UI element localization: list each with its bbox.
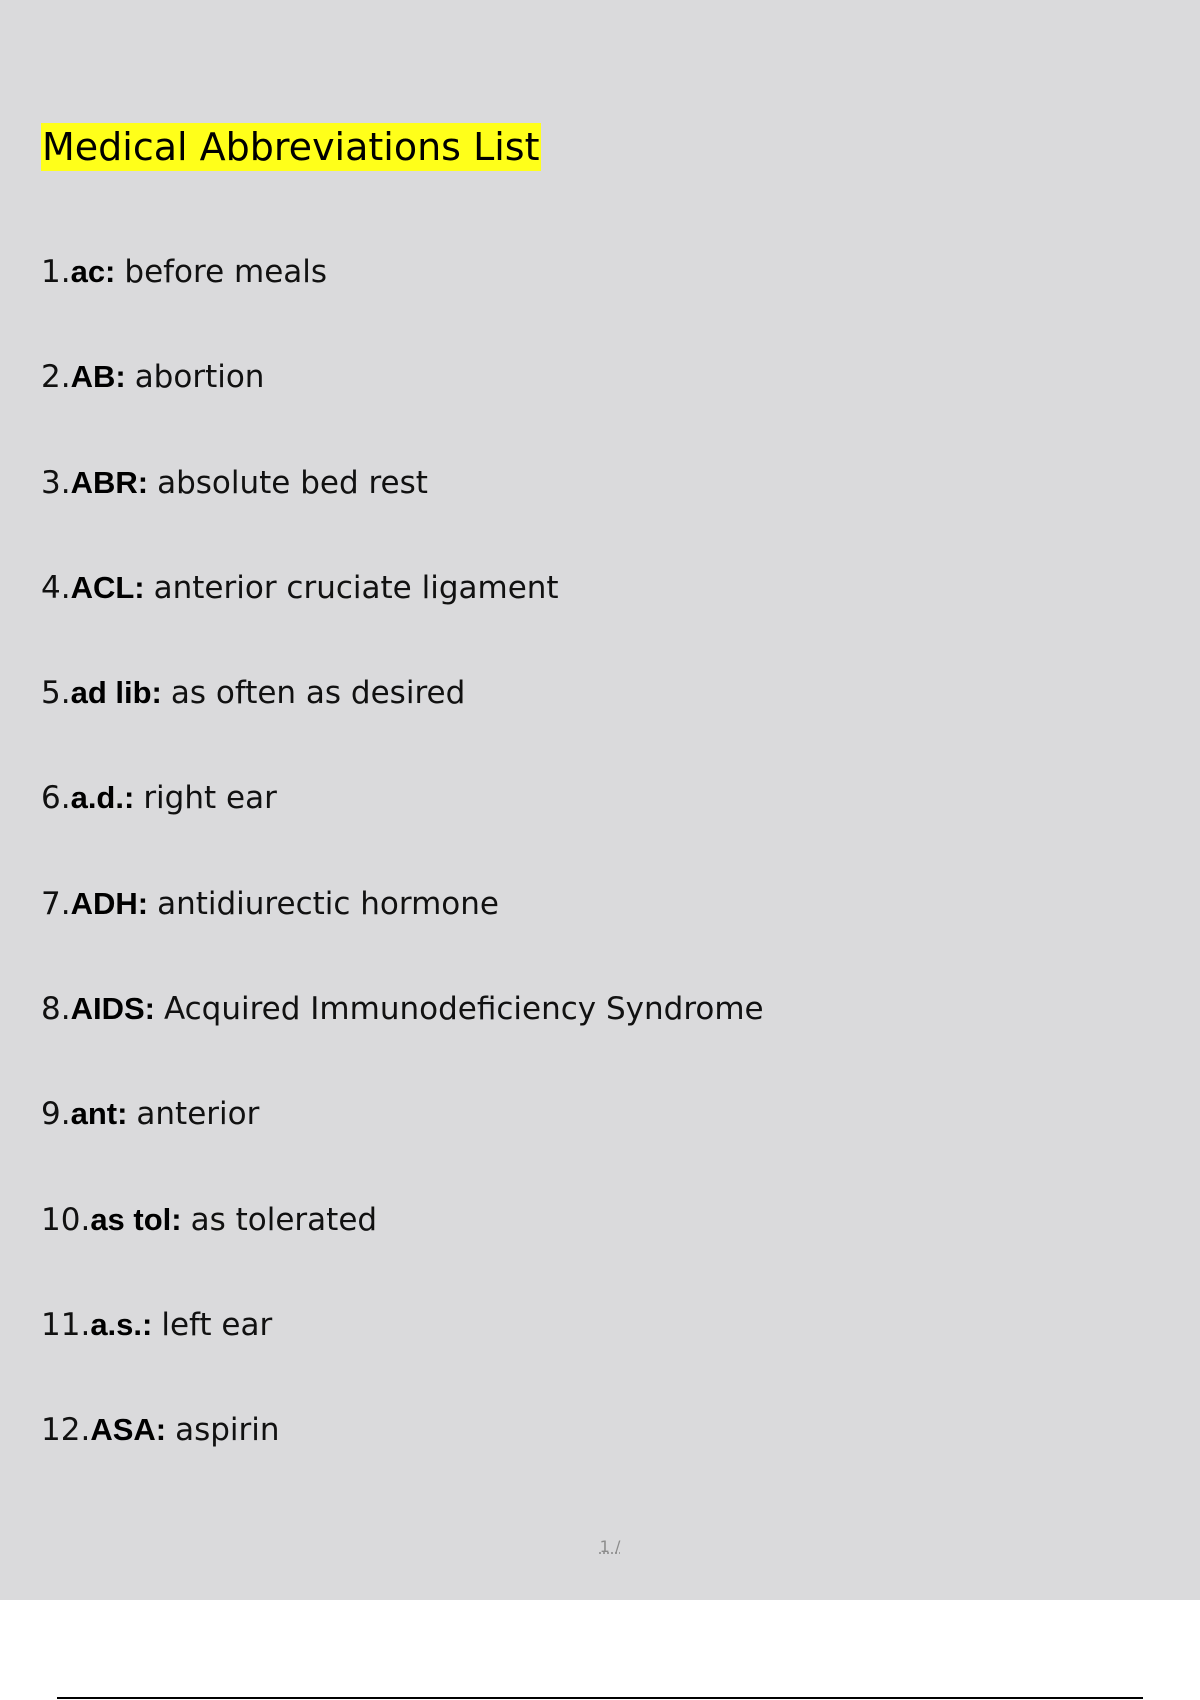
item-definition: anterior cruciate ligament bbox=[153, 569, 559, 606]
item-number: 7. bbox=[41, 885, 71, 922]
item-definition: as often as desired bbox=[170, 675, 466, 712]
item-number: 4. bbox=[41, 569, 71, 606]
list-item bbox=[41, 1299, 764, 1404]
item-abbreviation: ABR: bbox=[70, 464, 149, 500]
item-definition: antidiurectic hormone bbox=[157, 885, 499, 922]
item-abbreviation: ACL: bbox=[70, 569, 145, 605]
list-item bbox=[41, 1088, 764, 1193]
item-abbreviation: AB: bbox=[70, 359, 126, 395]
list-item bbox=[41, 878, 764, 983]
item-number: 8. bbox=[41, 991, 71, 1028]
item-definition: left ear bbox=[161, 1306, 273, 1343]
item-definition: abortion bbox=[134, 359, 265, 396]
list-item bbox=[41, 351, 764, 456]
item-number: 6. bbox=[41, 780, 71, 817]
item-definition: as tolerated bbox=[190, 1201, 378, 1238]
item-abbreviation: a.s.: bbox=[90, 1306, 153, 1342]
list-item bbox=[41, 1404, 764, 1509]
item-abbreviation: ac: bbox=[70, 254, 116, 289]
item-definition: before meals bbox=[124, 254, 328, 290]
item-number: 12. bbox=[41, 1412, 91, 1449]
list-item bbox=[41, 562, 764, 667]
item-number: 10. bbox=[41, 1201, 91, 1238]
list-item bbox=[41, 667, 764, 772]
item-number: 2. bbox=[41, 359, 71, 396]
item-number: 1. bbox=[41, 254, 71, 290]
footer-divider bbox=[57, 1697, 1143, 1699]
list-item bbox=[41, 457, 764, 562]
abbreviation-list bbox=[41, 246, 764, 1510]
item-number: 9. bbox=[41, 1096, 71, 1133]
item-definition: anterior bbox=[136, 1096, 260, 1133]
list-item bbox=[41, 772, 764, 877]
item-abbreviation: ADH: bbox=[70, 885, 149, 921]
item-number: 3. bbox=[41, 464, 71, 501]
item-number: 5. bbox=[41, 675, 71, 712]
list-item bbox=[41, 246, 764, 351]
page-number: 1 / bbox=[599, 1537, 621, 1556]
item-abbreviation: AIDS: bbox=[70, 991, 155, 1027]
item-number: 11. bbox=[41, 1306, 91, 1343]
list-item bbox=[41, 983, 764, 1088]
item-definition: aspirin bbox=[175, 1412, 280, 1449]
item-definition: absolute bed rest bbox=[157, 464, 428, 501]
item-abbreviation: ASA: bbox=[90, 1412, 167, 1448]
list-item bbox=[41, 1194, 764, 1299]
item-abbreviation: a.d.: bbox=[70, 780, 135, 816]
item-abbreviation: ad lib: bbox=[70, 675, 162, 711]
item-abbreviation: as tol: bbox=[90, 1201, 182, 1237]
item-abbreviation: ant: bbox=[70, 1096, 128, 1132]
item-definition: Acquired Immunodeficiency Syndrome bbox=[163, 991, 764, 1028]
item-definition: right ear bbox=[143, 780, 277, 817]
page-title: Medical Abbreviations List bbox=[42, 125, 540, 169]
